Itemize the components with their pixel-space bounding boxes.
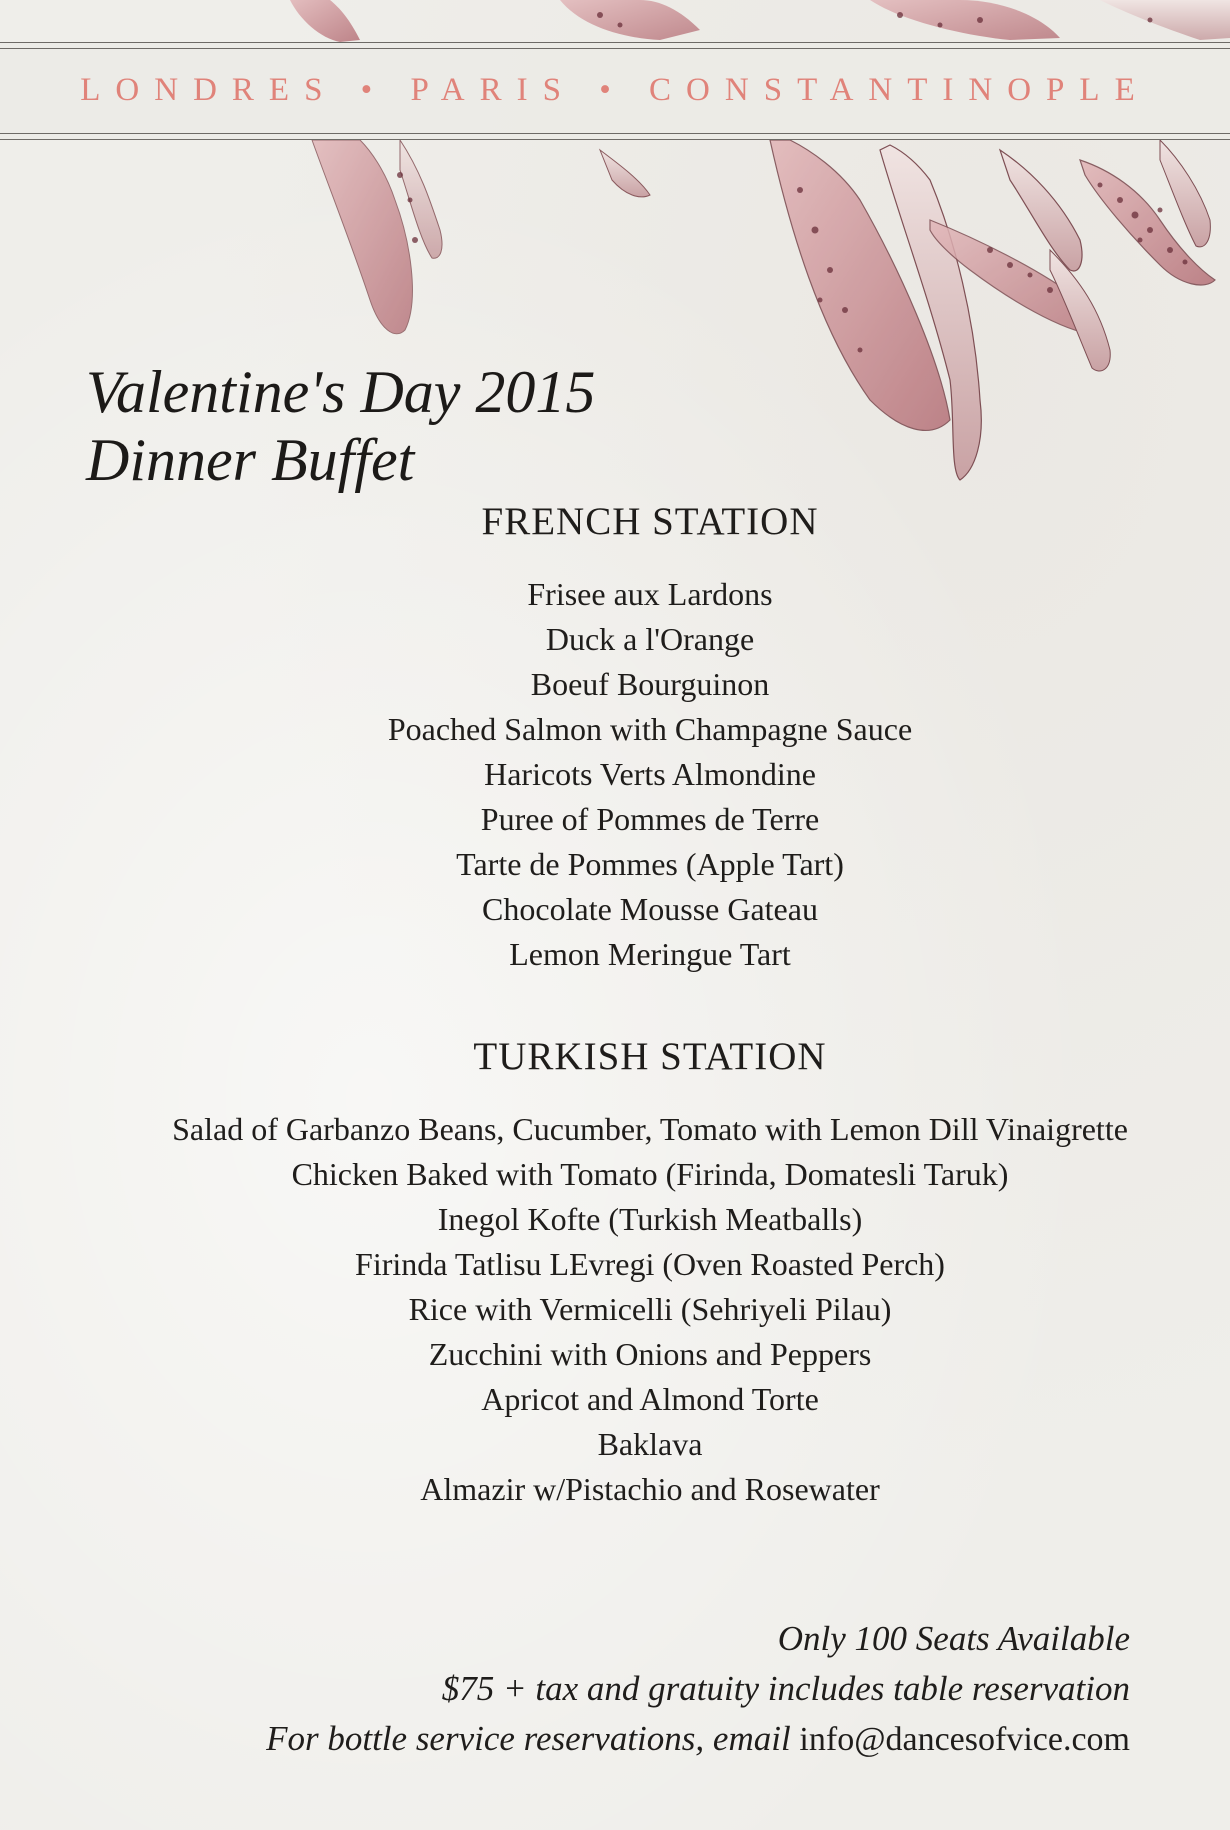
bottle-service-notice	[266, 1714, 1130, 1765]
bottle-service-text: For bottle service reservations, email	[266, 1719, 791, 1758]
menu-item: Poached Salmon with Champagne Sauce	[387, 711, 913, 747]
menu-item: Puree of Pommes de Terre	[480, 801, 820, 837]
menu-item: Apricot and Almond Torte	[481, 1381, 819, 1417]
footer-info	[266, 1614, 1130, 1765]
price-notice: $75 + tax and gratuity includes table reservation	[441, 1669, 1130, 1708]
turkish-station-section	[0, 1035, 1230, 1512]
french-station-section	[0, 500, 1230, 977]
contact-email[interactable]: info@dancesofvice.com	[799, 1721, 1130, 1758]
menu-item: Haricots Verts Almondine	[484, 756, 816, 792]
menu-item: Salad of Garbanzo Beans, Cucumber, Tomato with Lemon Dill Vinaigrette	[172, 1111, 1128, 1147]
french-station-heading: FRENCH STATION	[481, 500, 819, 543]
banner-rule-bottom-inner	[0, 133, 1230, 134]
menu-item: Firinda Tatlisu LEvregi (Oven Roasted Perch)	[355, 1246, 945, 1282]
menu-item: Chicken Baked with Tomato (Firinda, Domatesli Taruk)	[291, 1156, 1009, 1192]
event-title-line-1: Valentine's Day 2015	[86, 359, 596, 425]
location-banner	[0, 42, 1230, 140]
menu-item: Chocolate Mousse Gateau	[482, 891, 818, 927]
menu-item: Frisee aux Lardons	[527, 576, 773, 612]
event-title-line-2: Dinner Buffet	[86, 427, 415, 493]
menu-item: Boeuf Bourguinon	[530, 666, 770, 702]
menu-item: Inegol Kofte (Turkish Meatballs)	[437, 1201, 863, 1237]
menu-item: Almazir w/Pistachio and Rosewater	[420, 1471, 880, 1507]
seats-notice: Only 100 Seats Available	[777, 1619, 1130, 1658]
banner-cities: LONDRES • PARIS • CONSTANTINOPLE	[80, 72, 1150, 108]
banner-rule-top	[0, 42, 1230, 43]
french-station-menu	[0, 572, 1230, 977]
turkish-station-menu	[0, 1107, 1230, 1512]
menu-item: Tarte de Pommes (Apple Tart)	[456, 846, 844, 882]
turkish-station-heading: TURKISH STATION	[473, 1035, 827, 1078]
event-title	[86, 358, 595, 494]
menu-item: Zucchini with Onions and Peppers	[428, 1336, 872, 1372]
menu-item: Lemon Meringue Tart	[509, 936, 791, 972]
menu-item: Rice with Vermicelli (Sehriyeli Pilau)	[408, 1291, 892, 1327]
menu-item: Duck a l'Orange	[545, 621, 755, 657]
banner-rule-top-inner	[0, 48, 1230, 49]
banner-rule-bottom	[0, 139, 1230, 140]
menu-item: Baklava	[597, 1426, 703, 1462]
